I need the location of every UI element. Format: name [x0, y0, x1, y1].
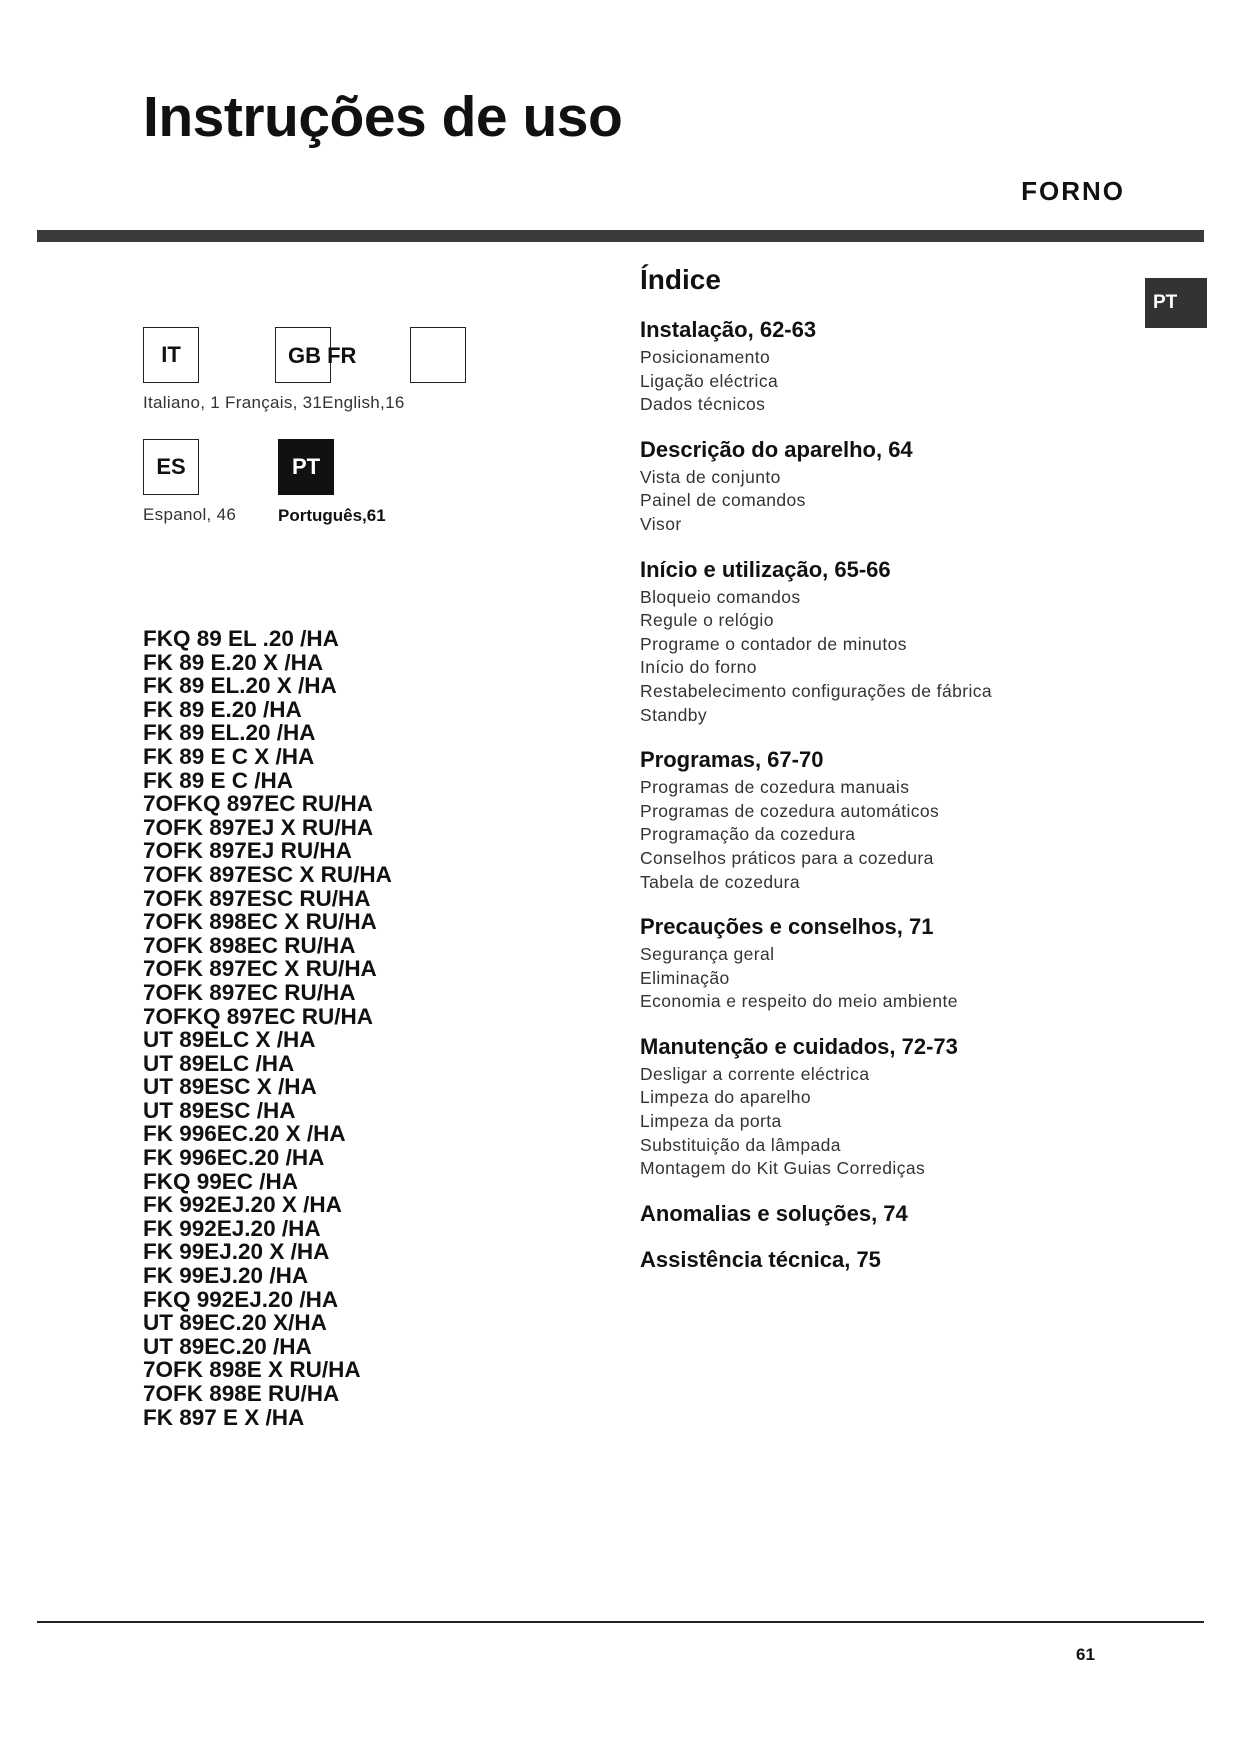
- bottom-divider: [37, 1621, 1204, 1623]
- index-item: Programação da cozedura: [640, 824, 856, 845]
- index-item: Tabela de cozedura: [640, 871, 800, 892]
- model-item: FK 89 E C /HA: [143, 767, 294, 793]
- index-item: Eliminação: [640, 967, 730, 988]
- model-item: UT 89EC.20 /HA: [143, 1333, 312, 1359]
- index-item: Substituição da lâmpada: [640, 1134, 841, 1155]
- model-item: FK 89 E C X /HA: [143, 743, 315, 769]
- index-item-list: [640, 776, 1100, 894]
- index-section: [640, 1247, 1100, 1273]
- language-caption-es: Espanol, 46: [143, 505, 237, 524]
- index-item: Economia e respeito do meio ambiente: [640, 991, 958, 1012]
- model-item: 7OFK 898EC RU/HA: [143, 932, 356, 958]
- index-section-heading: Programas, 67-70: [640, 747, 824, 773]
- index-item: Standby: [640, 704, 708, 725]
- language-box-es: ES: [143, 439, 199, 495]
- index-item: Bloqueio comandos: [640, 586, 801, 607]
- model-item: FK 996EC.20 /HA: [143, 1145, 325, 1171]
- index-item: Painel de comandos: [640, 490, 806, 511]
- model-item: 7OFK 898EC X RU/HA: [143, 909, 377, 935]
- index-section-heading: Descrição do aparelho, 64: [640, 436, 913, 462]
- index-section: [640, 747, 1100, 894]
- index-item-list: [640, 466, 1100, 537]
- model-item: 7OFK 897ESC RU/HA: [143, 885, 371, 911]
- model-item: FK 99EJ.20 /HA: [143, 1263, 309, 1289]
- page-number: 61: [1076, 1645, 1095, 1664]
- model-item: 7OFK 897ESC X RU/HA: [143, 861, 392, 887]
- model-item: FK 89 E.20 /HA: [143, 696, 302, 722]
- index-section-heading: Assistência técnica, 75: [640, 1246, 881, 1272]
- index-section-heading: Início e utilização, 65-66: [640, 556, 891, 582]
- model-item: FK 89 E.20 X /HA: [143, 649, 324, 675]
- model-item: 7OFKQ 897EC RU/HA: [143, 791, 374, 817]
- index-item-list: [640, 346, 1100, 417]
- model-item: FK 992EJ.20 X /HA: [143, 1192, 342, 1218]
- language-caption-pt: Português,61: [278, 506, 386, 525]
- index-item: Programe o contador de minutos: [640, 633, 907, 654]
- model-item: UT 89ELC /HA: [143, 1050, 295, 1076]
- index-section: [640, 1034, 1100, 1181]
- model-item: FKQ 992EJ.20 /HA: [143, 1286, 339, 1312]
- index-section: [640, 1201, 1100, 1227]
- model-item: FKQ 99EC /HA: [143, 1168, 299, 1194]
- index-item: Limpeza do aparelho: [640, 1087, 812, 1108]
- index-item: Restabelecimento configurações de fábrica: [640, 680, 993, 701]
- index-section: [640, 557, 1100, 728]
- index-section-heading: Precauções e conselhos, 71: [640, 914, 934, 940]
- model-item: FK 99EJ.20 X /HA: [143, 1239, 330, 1265]
- index-item-list: [640, 1063, 1100, 1181]
- model-item: 7OFKQ 897EC RU/HA: [143, 1003, 374, 1029]
- index-item-list: [640, 943, 1100, 1014]
- index-section-heading: Manutenção e cuidados, 72-73: [640, 1033, 958, 1059]
- model-item: UT 89ESC X /HA: [143, 1074, 317, 1100]
- model-item: 7OFK 897EC RU/HA: [143, 979, 356, 1005]
- language-label-gb-fr: GB FR: [288, 343, 357, 368]
- model-item: FK 89 EL.20 X /HA: [143, 673, 337, 699]
- model-item: UT 89ELC X /HA: [143, 1027, 316, 1053]
- index-section: [640, 437, 1100, 537]
- index-item-list: [640, 586, 1100, 728]
- index-item: Vista de conjunto: [640, 466, 781, 487]
- index-item: Início do forno: [640, 657, 757, 678]
- index-section-heading: Anomalias e soluções, 74: [640, 1200, 908, 1226]
- table-of-contents: [640, 317, 1100, 1293]
- index-item: Regule o relógio: [640, 610, 774, 631]
- model-item: FK 996EC.20 X /HA: [143, 1121, 346, 1147]
- model-item: 7OFK 897EJ X RU/HA: [143, 814, 374, 840]
- model-item: 7OFK 897EC X RU/HA: [143, 956, 377, 982]
- model-item: FK 897 E X /HA: [143, 1404, 305, 1430]
- model-item: 7OFK 898E X RU/HA: [143, 1357, 361, 1383]
- language-box-fr: [410, 327, 466, 383]
- index-item: Visor: [640, 513, 682, 534]
- index-item: Posicionamento: [640, 347, 771, 367]
- index-item: Segurança geral: [640, 944, 775, 965]
- language-tab-pt: PT: [1145, 278, 1207, 328]
- language-captions-row1: Italiano, 1 Français, 31English,16: [143, 393, 405, 412]
- index-item: Dados técnicos: [640, 394, 766, 415]
- index-section: [640, 914, 1100, 1014]
- index-section: [640, 317, 1100, 417]
- model-item: FKQ 89 EL .20 /HA: [143, 626, 339, 651]
- model-item: 7OFK 897EJ RU/HA: [143, 838, 352, 864]
- model-item: FK 992EJ.20 /HA: [143, 1215, 321, 1241]
- page-title: Instruções de uso: [143, 85, 623, 149]
- top-divider: [37, 230, 1204, 242]
- section-label: FORNO: [1021, 176, 1125, 206]
- index-item: Programas de cozedura manuais: [640, 777, 910, 798]
- language-box-it: IT: [143, 327, 199, 383]
- language-box-pt: PT: [278, 439, 334, 495]
- index-item: Ligação eléctrica: [640, 370, 779, 391]
- index-title: Índice: [640, 264, 721, 295]
- model-item: FK 89 EL.20 /HA: [143, 720, 316, 746]
- model-item: 7OFK 898E RU/HA: [143, 1381, 340, 1406]
- index-item: Montagem do Kit Guias Corrediças: [640, 1158, 926, 1179]
- model-list: [143, 627, 392, 1429]
- index-section-heading: Instalação, 62-63: [640, 317, 817, 342]
- index-item: Limpeza da porta: [640, 1111, 782, 1132]
- index-item: Desligar a corrente eléctrica: [640, 1063, 870, 1084]
- model-item: UT 89ESC /HA: [143, 1097, 296, 1123]
- index-item: Programas de cozedura automáticos: [640, 800, 940, 821]
- model-item: UT 89EC.20 X/HA: [143, 1310, 327, 1336]
- index-item: Conselhos práticos para a cozedura: [640, 847, 934, 868]
